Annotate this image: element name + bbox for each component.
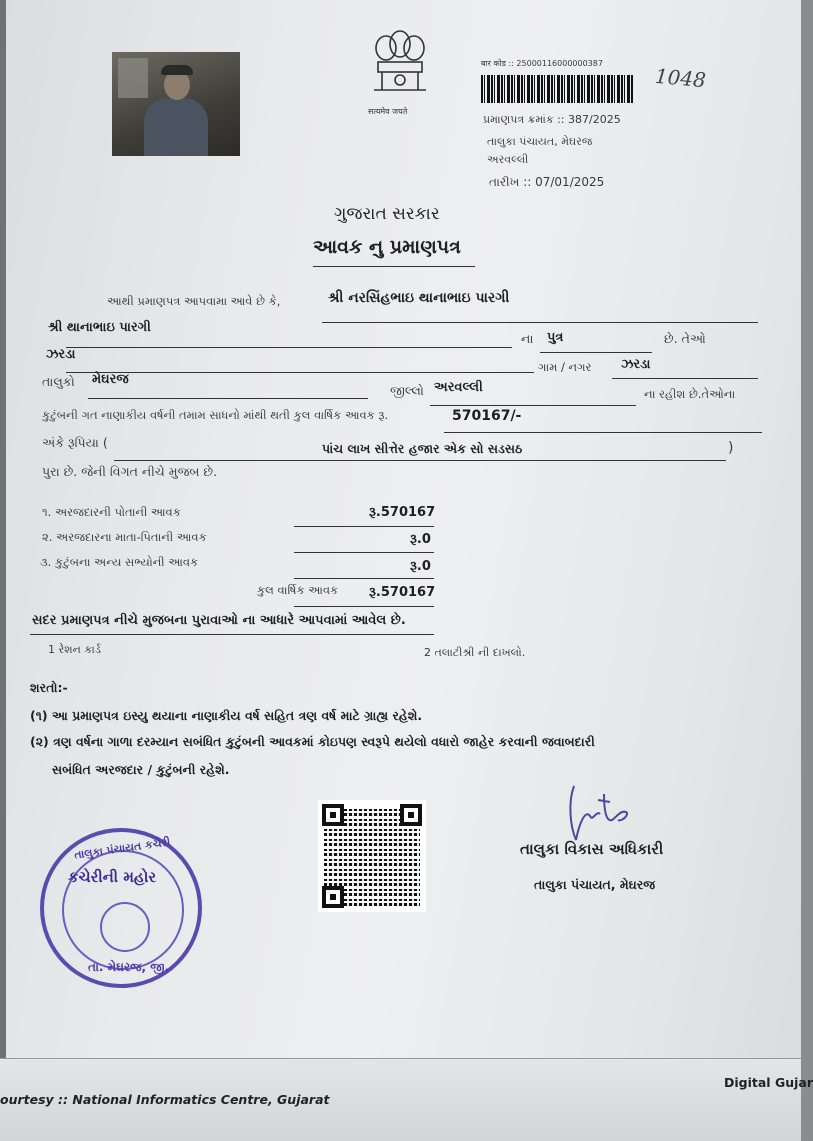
barcode-label: बार कोड :: 25000116000000387	[481, 59, 603, 68]
evidence-item: 2 તલાટીશ્રી ની દાખલો.	[424, 646, 526, 659]
issue-date: તારીખ :: 07/01/2025	[489, 175, 605, 189]
che-teo-label: છે. તેઓ	[664, 331, 706, 346]
stamp-center-text: કચેરીની મહોર	[68, 868, 157, 886]
amount-in-words-label: અંકે રૂપિયા (	[42, 435, 108, 450]
document-title: આવક નુ પ્રમાણપત્ર	[313, 236, 461, 258]
na-label: ના	[521, 331, 534, 346]
village-left: ઝરડા	[46, 347, 76, 362]
taluka-label: તાલુકો	[42, 374, 75, 389]
income-amount: 570167/-	[452, 408, 522, 424]
taluka-value: મેઘરજ	[92, 372, 129, 387]
income-statement: કુટુંબની ગત નાણાકીય વર્ષની તમામ સાધનો માંથી થતી કુલ વાર્ષિક આવક રૂ.	[42, 408, 389, 422]
father-name: શ્રી થાનાભાઇ પારગી	[48, 320, 151, 335]
village-label: ગામ / નગર	[538, 360, 592, 374]
office-district: અરવલ્લી	[487, 153, 529, 166]
national-emblem-icon	[364, 28, 436, 108]
stamp-bottom-text: તા. મેઘરજ, જી.	[88, 960, 170, 974]
condition-item: (૧) આ પ્રમાણપત્ર ઇસ્યુ થયાના નાણાકીય વર્ષ સહિત ત્રણ વર્ષ માટે ગ્રાહ્ય રહેશે.	[30, 708, 423, 723]
emblem-motto: सत्यमेव जयते	[368, 107, 408, 116]
district-value: અરવલ્લી	[434, 380, 483, 395]
income-row-label: ૧. અરજદારની પોતાની આવક	[42, 505, 181, 519]
barcode	[481, 75, 634, 103]
amount-in-words: પાંચ લાખ સીત્તેર હજાર એક સો સડસઠ	[322, 441, 523, 456]
applicant-photo	[112, 52, 240, 156]
income-row-label: ૩. કુટુંબના અન્ય સભ્યોની આવક	[40, 555, 199, 569]
officer-office: તાલુકા પંચાયત, મેઘરજ	[534, 877, 656, 892]
close-paren: )	[728, 440, 734, 456]
footer-courtesy: ourtesy :: National Informatics Centre, Gujarat	[0, 1092, 330, 1107]
qr-code	[318, 800, 426, 912]
evidence-item: 1 રેશન કાર્ડ	[48, 643, 101, 656]
intro-text: આથી પ્રમાણપત્ર આપવામા આવે છે કે,	[107, 294, 281, 308]
certificate-number: પ્રમાણપત્ર ક્રમાંક :: 387/2025	[483, 113, 621, 126]
conditions-heading: શરતો:-	[30, 680, 68, 695]
footer-digital-gujarat: Digital Gujar	[724, 1075, 813, 1090]
handwritten-number: 1048	[654, 63, 707, 93]
condition-item-cont: સબંધિત અરજદાર / કુટુંબની રહેશે.	[52, 762, 230, 777]
applicant-name: શ્રી નરસિંહભાઇ થાનાભાઇ પારગી	[328, 290, 510, 306]
office-seal-stamp	[40, 828, 202, 988]
office-name: તાલુકા પંચાયત, મેઘરજ	[487, 135, 593, 148]
income-row-label: ૨. અરજદારના માતા-પિતાની આવક	[42, 530, 207, 544]
district-label: જીલ્લો	[390, 383, 424, 398]
income-row-value: રૂ.570167	[369, 505, 436, 520]
officer-title: તાલુકા વિકાસ અધિકારી	[520, 840, 664, 858]
village-right: ઝરડા	[621, 357, 651, 372]
condition-item: (૨) ત્રણ વર્ષના ગાળા દરમ્યાન સબંધિત કુટુંબની આવકમાં કોઇપણ સ્વરૂપે થયેલો વધારો જાહેર કરવાની જવાબદારી	[30, 734, 595, 749]
total-income-label: કુલ વાર્ષિક આવક	[257, 583, 339, 597]
evidence-heading: સદર પ્રમાણપત્ર નીચે મુજબના પુરાવાઓ ના આધારે આપવામાં આવેલ છે.	[32, 613, 406, 628]
income-row-value: રૂ.0	[410, 532, 431, 547]
officer-signature	[560, 780, 640, 846]
total-income-value: રૂ.570167	[369, 585, 436, 600]
resident-text: ના રહીશ છે.તેઓના	[644, 387, 736, 401]
stamp-top-text: તાલુકા પંચાયત કચેરી	[73, 835, 172, 862]
income-row-value: રૂ.0	[410, 559, 431, 574]
relation: પુત્ર	[547, 330, 564, 345]
details-line: પુરા છે. જેની વિગત નીચે મુજબ છે.	[42, 464, 218, 479]
government-title: ગુજરાત સરકાર	[334, 204, 440, 224]
